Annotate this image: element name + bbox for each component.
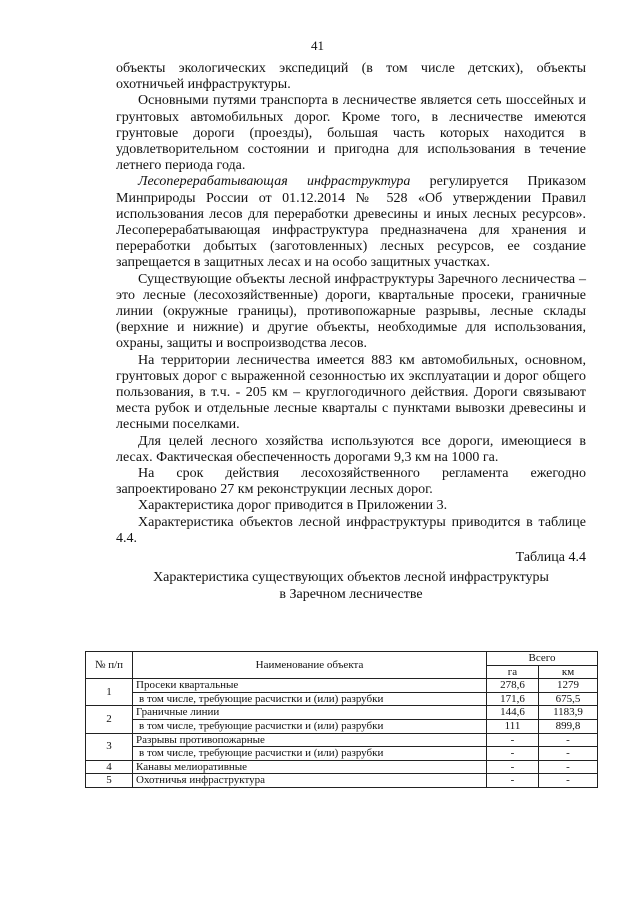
paragraph-6: Для целей лесного хозяйства используются все дороги, имеющиеся в лесах. Фактическая обеспеченность дорогами 9,3 км на 1000 га.	[116, 433, 586, 465]
header-km: км	[539, 665, 598, 679]
row-ha: 144,6	[487, 706, 539, 720]
paragraph-4: Существующие объекты лесной инфраструктуры Заречного лесничества – это лесные (лесохозяйственные) дороги, квартальные просеки, граничные линии (окружные границы), противопожарные разрывы, лесные склады (верхние и нижние) и другие объекты, необходимые для использования, охраны, защиты и воспроизводства лесов.	[116, 271, 586, 352]
table-row	[86, 692, 598, 706]
row-name: в том числе, требующие расчистки и (или) разрубки	[133, 747, 487, 761]
paragraph-3-text: регулируется Приказом Минприроды России от 01.12.2014 № 528 «Об утверждении Правил использования лесов для переработки древесины и иных лесных ресурсов». Лесоперерабатывающая инфраструктура предназначена для хранения и переработки добытых (заготовленных) лесных ресурсов, ее создание запрещается в защитных лесах и на особо защитных участках.	[116, 174, 586, 271]
table-row	[86, 706, 598, 720]
table-title-line-1: Характеристика существующих объектов лесной инфраструктуры	[153, 570, 549, 586]
table-row	[86, 760, 598, 774]
paragraph-5: На территории лесничества имеется 883 км автомобильных, основном, грунтовых дорог с выраженной сезонностью их эксплуатации и дорог общего пользования, в т.ч. - 205 км – круглогодичного действия. Дороги связывают места рубок и отдельные лесные кварталы с пунктами вывозки древесины и лесными поселками.	[116, 352, 586, 433]
row-num: 5	[86, 774, 133, 788]
row-name: в том числе, требующие расчистки и (или) разрубки	[133, 719, 487, 733]
row-km: -	[539, 747, 598, 761]
row-name: Просеки квартальные	[133, 679, 487, 693]
table-row	[86, 774, 598, 788]
row-ha: -	[487, 733, 539, 747]
paragraph-1: объекты экологических экспедиций (в том числе детских), объекты охотничьей инфраструктуры.	[116, 61, 586, 93]
row-km: 1183,9	[539, 706, 598, 720]
row-num: 3	[86, 733, 133, 760]
row-num: 4	[86, 760, 133, 774]
paragraph-2: Основными путями транспорта в лесничестве является сеть шоссейных и грунтовых автомобильных дорог. Кроме того, в лесничестве имеются грунтовые дороги (проезды), большая часть которых находится в удовлетворительном состоянии и пригодна для использования в течение летнего периода года.	[116, 93, 586, 174]
row-km: -	[539, 774, 598, 788]
row-km: 899,8	[539, 719, 598, 733]
table-title-line-2: в Заречном лесничестве	[279, 587, 423, 603]
row-name: в том числе, требующие расчистки и (или) разрубки	[133, 692, 487, 706]
row-name: Охотничья инфраструктура	[133, 774, 487, 788]
page-number: 41	[311, 38, 324, 53]
row-ha: -	[487, 774, 539, 788]
row-name: Разрывы противопожарные	[133, 733, 487, 747]
row-ha: 278,6	[487, 679, 539, 693]
paragraph-3	[116, 174, 586, 271]
table-title	[116, 569, 586, 603]
row-ha: 111	[487, 719, 539, 733]
paragraph-9: Характеристика объектов лесной инфраструктуры приводится в таблице 4.4.	[116, 514, 586, 546]
paragraph-3-italic-term: Лесоперерабатывающая инфраструктура	[138, 174, 411, 190]
header-total: Всего	[487, 652, 598, 666]
table-row	[86, 679, 598, 693]
table-row	[86, 733, 598, 747]
row-km: 675,5	[539, 692, 598, 706]
header-name: Наименование объекта	[133, 652, 487, 679]
row-km: -	[539, 733, 598, 747]
header-num: № п/п	[86, 652, 133, 679]
row-km: -	[539, 760, 598, 774]
row-ha: -	[487, 760, 539, 774]
row-num: 2	[86, 706, 133, 733]
table-row	[86, 747, 598, 761]
table-label: Таблица 4.4	[515, 550, 586, 566]
row-name: Граничные линии	[133, 706, 487, 720]
paragraph-8: Характеристика дорог приводится в Приложении 3.	[138, 498, 448, 514]
row-km: 1279	[539, 679, 598, 693]
table-row	[86, 719, 598, 733]
row-num: 1	[86, 679, 133, 706]
row-ha: 171,6	[487, 692, 539, 706]
infrastructure-table	[85, 651, 598, 788]
paragraph-7: На срок действия лесохозяйственного регламента ежегодно запроектировано 27 км реконструкции лесных дорог.	[116, 466, 586, 498]
document-body	[116, 61, 586, 603]
row-ha: -	[487, 747, 539, 761]
row-name: Канавы мелиоративные	[133, 760, 487, 774]
header-ha: га	[487, 665, 539, 679]
